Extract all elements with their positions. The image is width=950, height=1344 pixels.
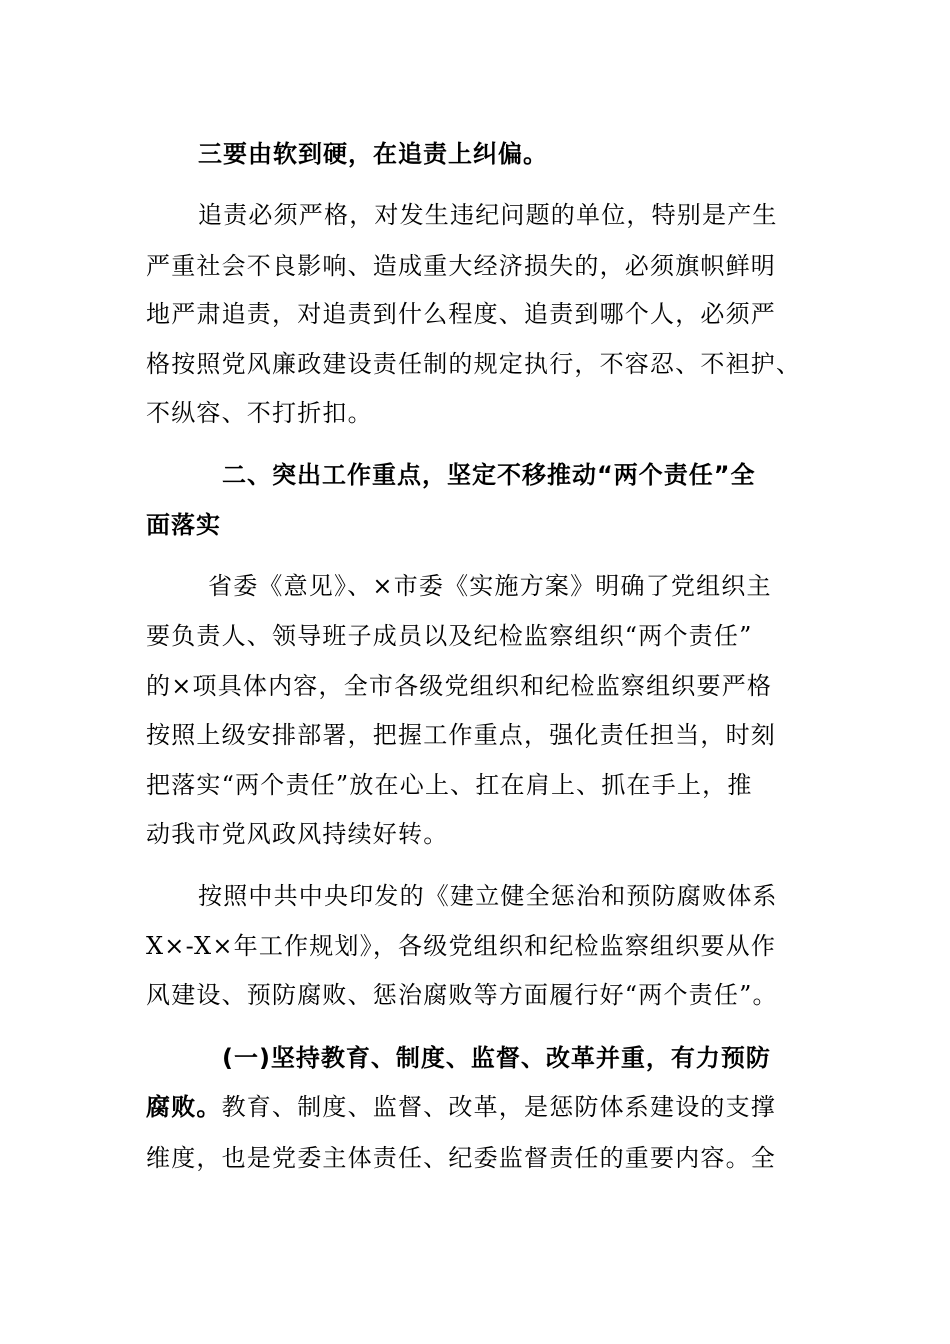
- text-line: 格按照党风廉政建设责任制的规定执行，不容忍、不袒护、: [146, 350, 802, 378]
- text-line: 地严肃追责，对追责到什么程度、追责到哪个人，必须严: [146, 300, 776, 328]
- heading-line: 面落实: [146, 511, 221, 539]
- section-heading-accountability: 三要由软到硬，在追责上纠偏。: [198, 140, 548, 168]
- text-line: 的×项具体内容，全市各级党组织和纪检监察组织要严格: [146, 672, 773, 700]
- text-line: 风建设、预防腐败、惩治腐败等方面履行好“两个责任”。: [146, 981, 778, 1009]
- subsection-heading-end: 腐败。: [146, 1093, 222, 1121]
- text-line: 按照中共中央印发的《建立健全惩治和预防腐败体系: [198, 882, 778, 910]
- text-line: 省委《意见》、×市委《实施方案》明确了党组织主: [208, 572, 772, 600]
- text-line: 按照上级安排部署，把握工作重点，强化责任担当，时刻: [146, 721, 776, 749]
- text-line: 动我市党风政风持续好转。: [146, 820, 449, 848]
- text-line: 不纵容、不打折扣。: [146, 399, 373, 427]
- text-line: 维度，也是党委主体责任、纪委监督责任的重要内容。全: [146, 1144, 776, 1172]
- text-line: 追责必须严格，对发生违纪问题的单位，特别是产生: [198, 201, 778, 229]
- text-line: 把落实“两个责任”放在心上、扛在肩上、抓在手上，推: [146, 771, 753, 799]
- text-line: 要负责人、领导班子成员以及纪检监察组织“两个责任”: [146, 622, 753, 650]
- subsection-heading: (一)坚持教育、制度、监督、改革并重，有力预防: [222, 1044, 771, 1072]
- text-line: 严重社会不良影响、造成重大经济损失的，必须旗帜鲜明: [146, 252, 776, 280]
- text-line: X×-X×年工作规划》，各级党组织和纪检监察组织要从作: [146, 932, 777, 960]
- text-line: [146, 1091, 776, 1123]
- heading-line: 二、突出工作重点，坚定不移推动“两个责任”全: [222, 461, 756, 489]
- text-run: 教育、制度、监督、改革，是惩防体系建设的支撑: [221, 1093, 777, 1121]
